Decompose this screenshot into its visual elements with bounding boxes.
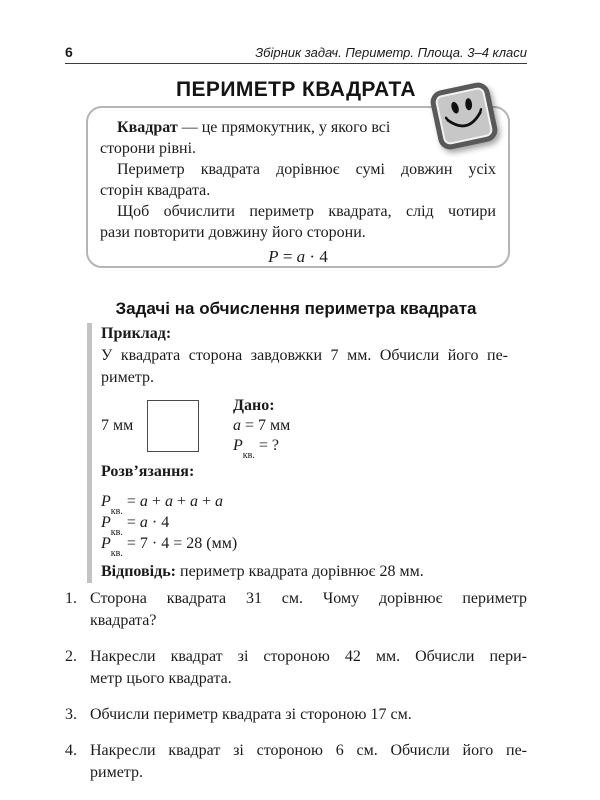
problem-number: 1. [65,590,77,607]
definition-p2-line1: Периметр квадрата дорівнює сумі довжин усіх [117,161,496,178]
answer-text: периметр квадрата дорівнює 28 мм. [176,563,424,580]
problem-3-line-1: Обчисли периметр квадрата зі стороною 17 см. [90,706,412,723]
example-intro-line1: У квадрата сторона завдовжки 7 мм. Обчисли його пе- [101,347,508,364]
given-line-2: $P_{кв.}$ = ? [233,437,279,462]
definition-p1-line1 [100,117,410,138]
definition-p1-line2: сторони рівні. [100,140,197,157]
given-label: Дано: [233,397,275,414]
perimeter-formula: P = a · 4 [268,247,328,266]
problem-item-1 [65,588,527,632]
given-line-1: a = 7 мм [233,417,291,434]
problem-list [65,588,527,798]
problem-text [90,704,527,726]
problem-1-line-1: Сторона квадрата 31 см. Чому дорівнює периметр [90,590,527,607]
problem-4-line-2: риметр. [90,764,143,781]
problem-text [90,588,527,632]
solution-line-2: $P_{кв.} = a \cdot 4$ [101,514,170,539]
problem-number: 2. [65,648,77,665]
page-title: ПЕРИМЕТР КВАДРАТА [176,78,416,101]
definition-p1-rest: — це прямокутник, у якого всі [177,119,391,136]
definition-p2-line2: сторін квадрата. [100,182,211,199]
solution-line-1: $P_{кв.} = a + a + a + a$ [101,493,223,518]
definition-p3-line1: Щоб обчислити периметр квадрата, слід чотири [117,203,496,220]
problem-number: 4. [65,742,77,759]
problem-text [90,646,527,690]
problem-2-line-2: метр цього квадрата. [90,670,232,687]
smiley-face-graphic [434,86,493,145]
definition-p3-line2: рази повторити довжину його сторони. [100,224,366,241]
square-side-label: 7 мм [101,417,134,434]
page-header [65,44,527,64]
running-title: Збірник задач. Периметр. Площа. 3–4 класи [255,45,527,60]
problem-1-line-2: квадрата? [90,612,157,629]
answer-line [101,561,508,583]
solution-block [101,491,508,560]
problem-item-4 [65,740,527,784]
problem-number: 3. [65,706,77,723]
smiley-face-icon [428,80,499,151]
problem-item-2 [65,646,527,690]
given-block [233,396,291,462]
page-number: 6 [65,44,73,60]
solution-line-3: $P_{кв.} = 7 \cdot 4 = 28$ (мм) [101,535,238,560]
answer-label: Відповідь: [101,563,176,580]
problem-text [90,740,527,784]
header-row [65,44,527,64]
example-block [87,323,508,583]
example-intro-line2: риметр. [101,369,154,386]
term-kvadrat: Квадрат [117,119,178,136]
problem-2-line-1: Накресли квадрат зі стороною 42 мм. Обчисли пери- [90,648,527,665]
section-heading: Задачі на обчислення периметра квадрата [115,299,477,318]
problem-4-line-1: Накресли квадрат зі стороною 6 см. Обчисли його пе- [90,742,527,759]
example-label: Приклад: [101,325,172,342]
problem-item-3 [65,704,527,726]
solution-label: Розв’язання: [101,463,195,480]
square-figure [147,400,199,452]
example-diagram [101,396,508,462]
